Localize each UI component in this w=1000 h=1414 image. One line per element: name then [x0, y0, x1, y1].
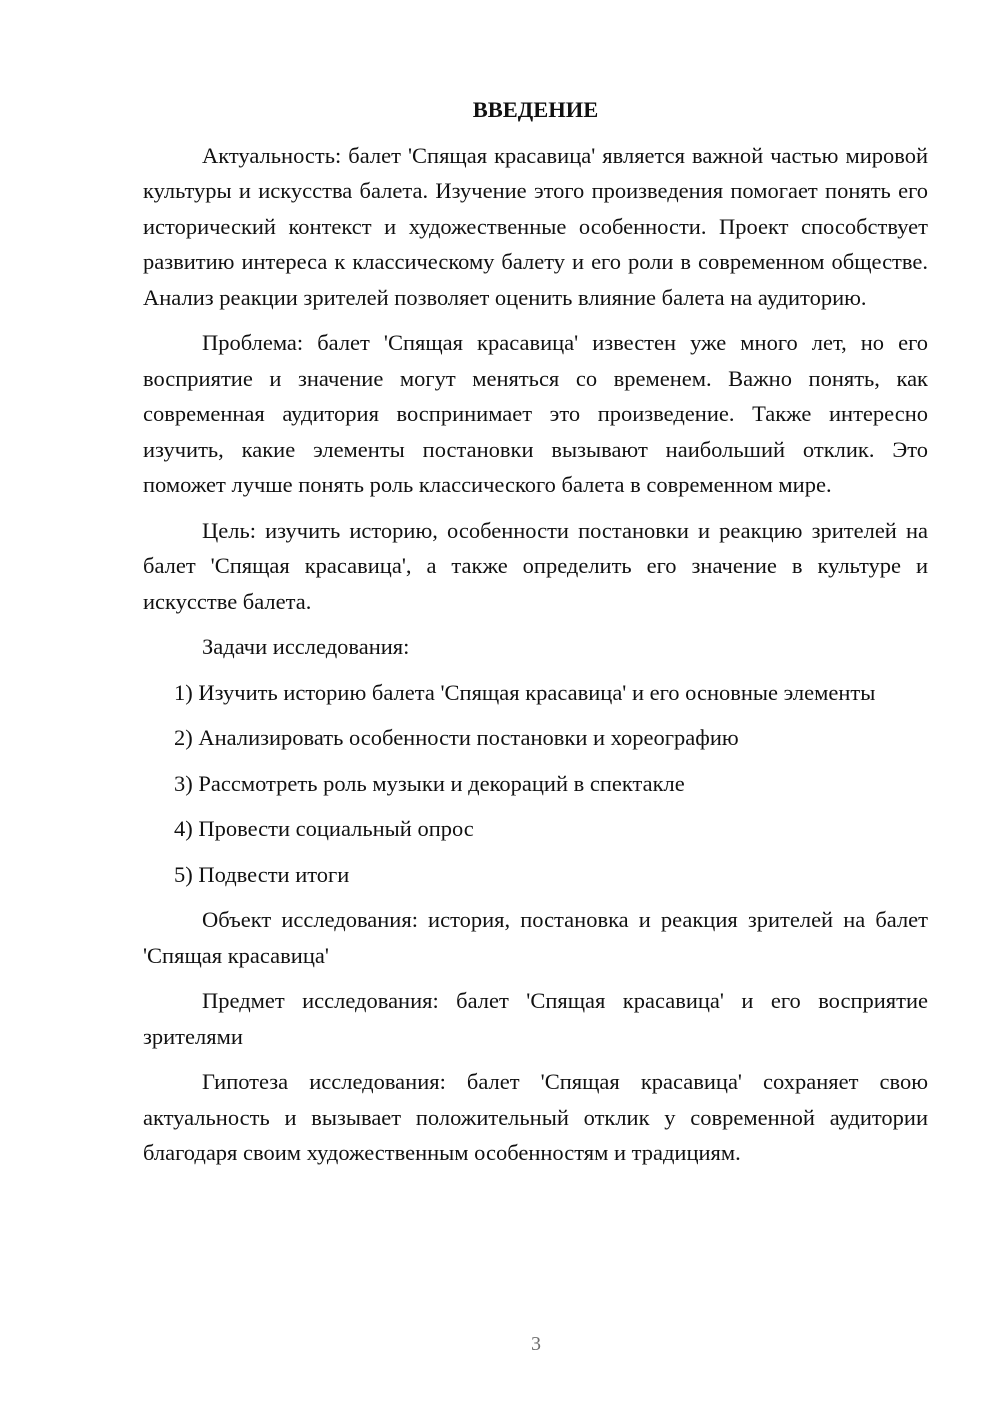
task-item-4: 4) Провести социальный опрос	[174, 816, 474, 841]
paragraph-goal: Цель: изучить историю, особенности постановки и реакцию зрителей на балет 'Спящая красавица', а также определить его значение в культуре и искусстве балета.	[143, 517, 928, 614]
task-item-5: 5) Подвести итоги	[174, 861, 350, 887]
task-item-2: 2) Анализировать особенности постановки и хореографию	[174, 725, 739, 750]
page-content	[143, 92, 928, 1181]
page-title: ВВЕДЕНИЕ	[472, 97, 599, 122]
paragraph-object: Объект исследования: история, постановка и реакция зрителей на балет 'Спящая красавица'	[143, 907, 928, 968]
paragraph-problem: Проблема: балет 'Спящая красавица' известен уже много лет, но его восприятие и значение могут меняться со временем. Важно понять, как современная аудитория воспринимает это произведение. Также интересно изучить, какие элементы постановки вызывают наибольший отклик. Это поможет лучше понять роль классического балета в современном мире.	[143, 330, 928, 497]
task-item-1: 1) Изучить историю балета 'Спящая красавица' и его основные элементы	[174, 679, 876, 705]
paragraph-subject: Предмет исследования: балет 'Спящая красавица' и его восприятие зрителями	[143, 988, 928, 1049]
task-item-3: 3) Рассмотреть роль музыки и декораций в спектакле	[174, 770, 685, 796]
tasks-heading: Задачи исследования:	[202, 634, 410, 659]
page-number: 3	[531, 1333, 541, 1355]
paragraph-hypothesis: Гипотеза исследования: балет 'Спящая красавица' сохраняет свою актуальность и вызывает положительный отклик у современной аудитории благодаря своим художественным особенностям и традициям.	[143, 1069, 928, 1165]
paragraph-relevance: Актуальность: балет 'Спящая красавица' является важной частью мировой культуры и искусства балета. Изучение этого произведения помогает понять его исторический контекст и художественные особенности. Проект способствует развитию интереса к классическому балету и его роли в современном обществе. Анализ реакции зрителей позволяет оценить влияние балета на аудиторию.	[143, 142, 928, 310]
